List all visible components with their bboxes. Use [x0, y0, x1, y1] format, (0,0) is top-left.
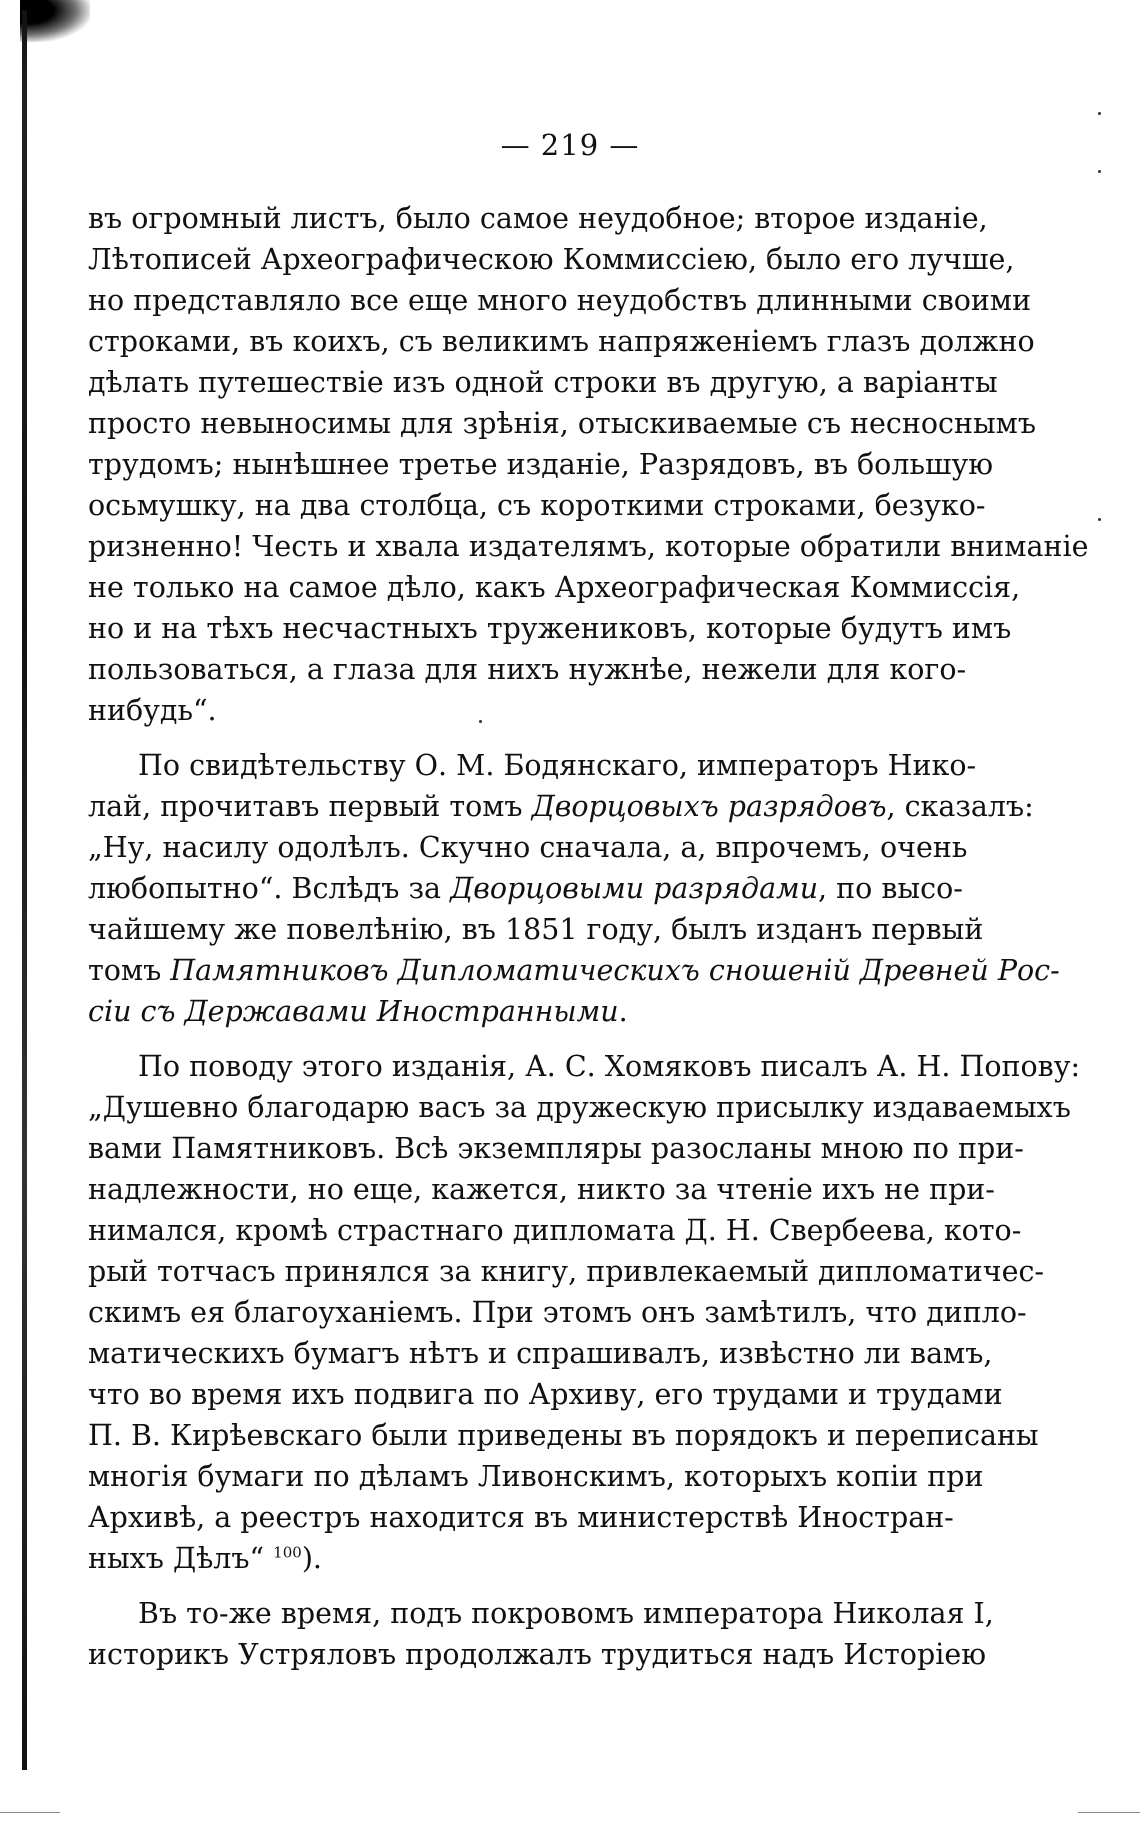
- page-edge-line: [22, 10, 27, 1770]
- text-line: строками, въ коихъ, съ великимъ напряженіемъ глазъ должно: [88, 325, 1035, 358]
- text-line: многія бумаги по дѣламъ Ливонскимъ, которыхъ копіи при: [88, 1460, 984, 1493]
- text-line: Въ то-же время, подъ покровомъ императора Николая I,: [138, 1597, 994, 1630]
- italic-title: сіи съ Державами Иностранными: [88, 995, 619, 1028]
- paragraph-gap: [88, 1579, 936, 1593]
- text-line: нибудь“.: [88, 694, 217, 727]
- text-line: [88, 991, 936, 1032]
- text-line: Лѣтописей Археографическою Коммиссіею, было его лучше,: [88, 243, 1015, 276]
- text-line: По свидѣтельству О. М. Бодянскаго, императоръ Нико-: [138, 749, 977, 782]
- text-segment: , по высо-: [818, 872, 963, 905]
- paragraph-gap: [88, 1032, 936, 1046]
- text-segment: ныхъ Дѣлъ“: [88, 1542, 265, 1575]
- text-segment: .: [618, 995, 628, 1028]
- text-line: просто невыносимы для зрѣнія, отыскиваемые съ несноснымъ: [88, 407, 1036, 440]
- text-line: осьмушку, на два столбца, съ короткими строками, безуко-: [88, 489, 986, 522]
- text-line: но и на тѣхъ несчастныхъ тружениковъ, которые будутъ имъ: [88, 612, 1012, 645]
- text-line: [88, 1538, 936, 1579]
- text-line: вами Памятниковъ. Всѣ экземпляры разосланы мною по при-: [88, 1132, 1024, 1165]
- text-line: но представляло все еще много неудобствъ длинными своими: [88, 284, 1032, 317]
- scan-corner-mark: [20, 0, 90, 42]
- scan-speck: [1098, 112, 1101, 115]
- text-line: что во время ихъ подвига по Архиву, его трудами и трудами: [88, 1378, 1003, 1411]
- text-line: дѣлать путешествіе изъ одной строки въ другую, а варіанты: [88, 366, 998, 399]
- scan-speck: [1098, 170, 1101, 173]
- italic-title: Памятниковъ Дипломатическихъ сношеній Древней Рос-: [170, 954, 1060, 987]
- bottom-edge-line-left: [0, 1812, 60, 1813]
- text-line: [88, 950, 1060, 991]
- text-line: историкъ Устряловъ продолжалъ трудиться надъ Исторіею: [88, 1638, 987, 1671]
- text-line: Архивѣ, а реестръ находится въ министерствѣ Иностран-: [88, 1501, 954, 1534]
- text-line: „Ну, насилу одолѣлъ. Скучно сначала, а, впрочемъ, очень: [88, 831, 968, 864]
- text-line: ризненно! Честь и хвала издателямъ, которые обратили вниманіе: [88, 530, 1089, 563]
- text-line: трудомъ; нынѣшнее третье изданіе, Разрядовъ, въ большую: [88, 448, 994, 481]
- text-line: [88, 786, 1034, 827]
- text-line: По поводу этого изданія, А. С. Хомяковъ писалъ А. Н. Попову:: [138, 1050, 1081, 1083]
- text-line: рый тотчасъ принялся за книгу, привлекаемый дипломатичес-: [88, 1255, 1045, 1288]
- text-line: [88, 868, 963, 909]
- text-line: П. В. Кирѣевскаго были приведены въ порядокъ и переписаны: [88, 1419, 1039, 1452]
- bottom-edge-line-right: [1078, 1812, 1140, 1813]
- text-segment: , сказалъ:: [886, 790, 1034, 823]
- text-line: скимъ ея благоуханіемъ. При этомъ онъ замѣтилъ, что дипло-: [88, 1296, 1027, 1329]
- italic-title: Дворцовыхъ разрядовъ: [531, 790, 887, 823]
- scan-speck: [1098, 518, 1101, 521]
- paragraph-gap: [88, 731, 936, 745]
- text-line: пользоваться, а глаза для нихъ нужнѣе, нежели для кого-: [88, 653, 967, 686]
- text-line: надлежности, но еще, кажется, никто за чтеніе ихъ не при-: [88, 1173, 995, 1206]
- body-text: [88, 198, 1089, 1675]
- text-segment: любопытно“. Вслѣдъ за: [88, 872, 441, 905]
- text-segment: ).: [301, 1542, 322, 1575]
- text-segment: томъ: [88, 954, 162, 987]
- text-line: матическихъ бумагъ нѣтъ и спрашивалъ, извѣстно ли вамъ,: [88, 1337, 993, 1370]
- text-line: не только на самое дѣло, какъ Археографическая Коммиссія,: [88, 571, 1021, 604]
- italic-title: Дворцовыми разрядами: [450, 872, 819, 905]
- page-number: — 219 —: [500, 128, 640, 162]
- footnote-ref: 100: [273, 1543, 302, 1562]
- text-line: чайшему же повелѣнію, въ 1851 году, былъ изданъ первый: [88, 913, 984, 946]
- text-segment: лай, прочитавъ первый томъ: [88, 790, 523, 823]
- text-line: въ огромный листъ, было самое неудобное; второе изданіе,: [88, 202, 988, 235]
- text-line: „Душевно благодарю васъ за дружескую присылку издаваемыхъ: [88, 1091, 1071, 1124]
- text-line: нимался, кромѣ страстнаго дипломата Д. Н. Свербеева, кото-: [88, 1214, 1022, 1247]
